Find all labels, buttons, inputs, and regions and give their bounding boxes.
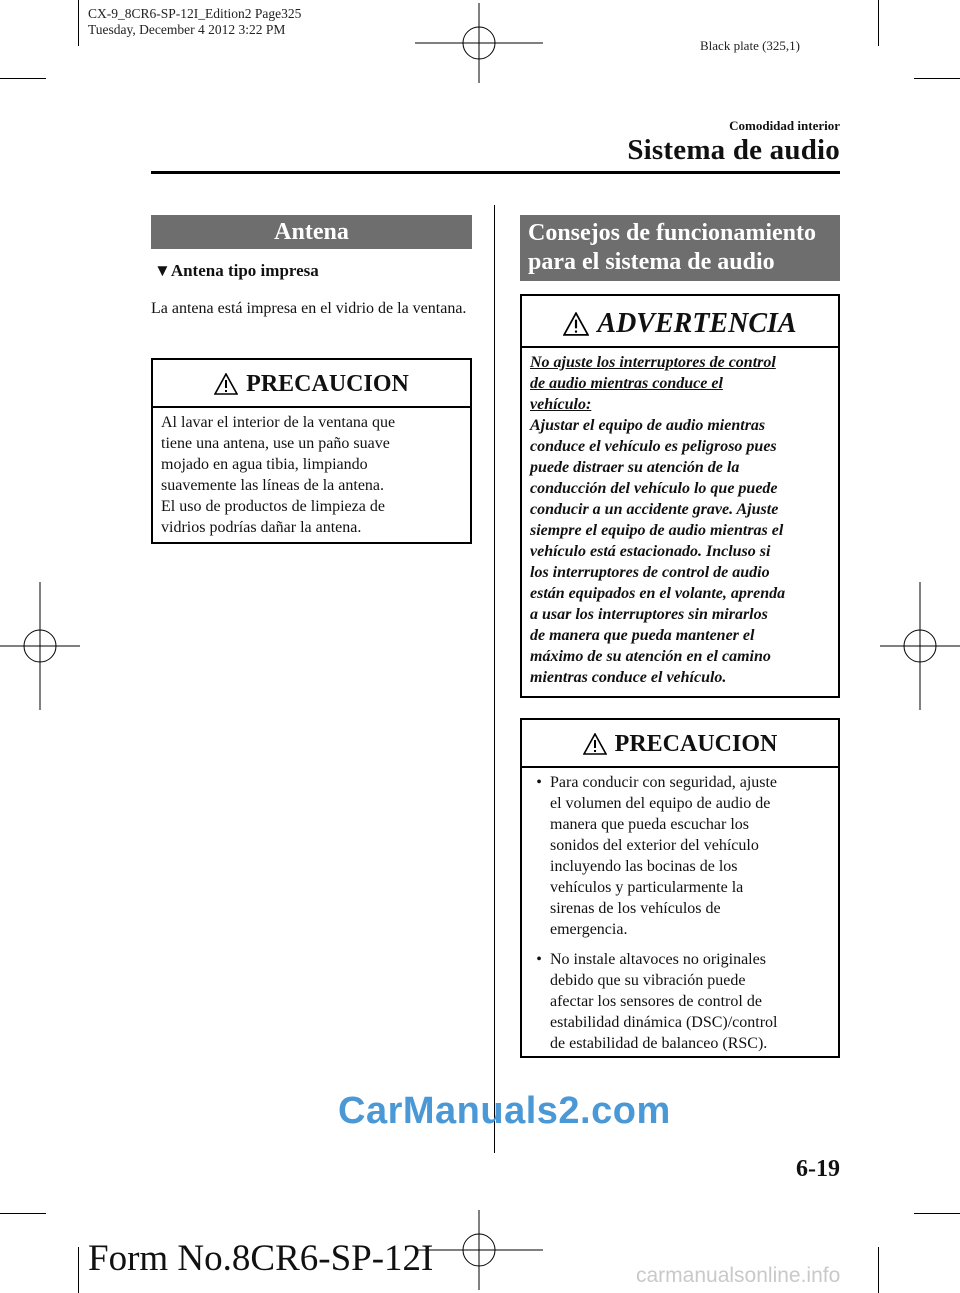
carmanuals-watermark: CarManuals2.com xyxy=(338,1090,671,1132)
bullet-line: sirenas de los vehículos de xyxy=(550,900,721,917)
caution-line: tiene una antena, use un paño suave xyxy=(161,435,390,452)
bullet-line: manera que pueda escuchar los xyxy=(550,816,750,833)
form-number: Form No.8CR6-SP-12I xyxy=(88,1238,434,1279)
antena-heading: Antena xyxy=(151,215,472,249)
warning-line: conduce el vehículo es peligroso pues xyxy=(530,438,777,455)
bullet-line: vehículos y particularmente la xyxy=(550,879,744,896)
caution-line: El uso de productos de limpieza de xyxy=(161,498,385,515)
warning-triangle-icon xyxy=(563,312,589,336)
caution-bullet-item xyxy=(528,772,832,940)
warning-line: puede distraer su atención de la xyxy=(530,459,740,476)
caution-line: vidrios podrías dañar la antena. xyxy=(161,519,362,536)
consejos-heading xyxy=(520,215,840,281)
bullet-text xyxy=(550,772,832,940)
warning-line: siempre el equipo de audio mientras el xyxy=(530,522,784,539)
warning-line: los interruptores de control de audio xyxy=(530,564,770,581)
warning-body xyxy=(530,352,832,688)
caution-body xyxy=(161,412,464,538)
registration-target-right xyxy=(880,582,960,710)
bullet-text xyxy=(550,949,832,1054)
header-rule xyxy=(151,171,840,174)
column-divider xyxy=(494,205,495,1153)
antena-caution-box xyxy=(151,358,472,544)
caution-line: Al lavar el interior de la ventana que xyxy=(161,414,396,431)
slug-line-2: Tuesday, December 4 2012 3:22 PM xyxy=(88,22,286,37)
consejos-heading-line: Consejos de funcionamiento xyxy=(528,220,817,246)
warning-lead-line: No ajuste los interruptores de control xyxy=(530,354,776,371)
section-label: Comodidad interior xyxy=(729,118,840,133)
warning-line: vehículo está estacionado. Incluso si xyxy=(530,543,771,560)
bullet-line: sonidos del exterior del vehículo xyxy=(550,837,759,854)
footer-watermark: carmanualsonline.info xyxy=(636,1264,841,1287)
warning-title: ADVERTENCIA xyxy=(522,306,838,342)
caution-line: mojado en agua tibia, limpiando xyxy=(161,456,368,473)
antena-subheading: ▼Antena tipo impresa xyxy=(154,261,319,280)
warning-line: a usar los interruptores sin mirarlos xyxy=(530,606,768,623)
warning-line: máximo de su atención en el camino xyxy=(530,648,771,665)
slug-line-1: CX-9_8CR6-SP-12I_Edition2 Page325 xyxy=(88,6,302,21)
bullet-line: afectar los sensores de control de xyxy=(550,993,762,1010)
bullet-dot-icon: • xyxy=(536,774,542,791)
box-divider xyxy=(153,406,470,408)
caution-title: PRECAUCION xyxy=(522,728,838,760)
bullet-line: de estabilidad de balanceo (RSC). xyxy=(550,1035,768,1052)
caution-line: suavemente las líneas de la antena. xyxy=(161,477,385,494)
caution-body xyxy=(528,772,832,1063)
warning-line: Ajustar el equipo de audio mientras xyxy=(530,417,766,434)
warning-line: de manera que pueda mantener el xyxy=(530,627,755,644)
bullet-line: No instale altavoces no originales xyxy=(550,951,766,968)
bullet-line: debido que su vibración puede xyxy=(550,972,746,989)
warning-line: están equipados en el volante, aprenda xyxy=(530,585,786,602)
box-divider xyxy=(522,766,838,768)
box-divider xyxy=(522,346,838,348)
plate-label: Black plate (325,1) xyxy=(700,38,800,53)
warning-line: conducir a un accidente grave. Ajuste xyxy=(530,501,779,518)
registration-target-bottom xyxy=(415,1210,543,1290)
chapter-title: Sistema de audio xyxy=(627,134,840,166)
registration-target-left xyxy=(0,582,80,710)
caution-title: PRECAUCION xyxy=(153,368,470,400)
warning-line: mientras conduce el vehículo. xyxy=(530,669,727,686)
warning-lead-line: vehículo: xyxy=(530,396,592,413)
caution-bullet-item xyxy=(528,949,832,1054)
page-number: 6-19 xyxy=(796,1156,840,1182)
triangle-bullet-icon: ▼ xyxy=(154,261,171,280)
audio-caution-box xyxy=(520,718,840,1058)
antena-body: La antena está impresa en el vidrio de la ventana. xyxy=(151,300,467,317)
bullet-line: estabilidad dinámica (DSC)/control xyxy=(550,1014,778,1031)
warning-lead-line: de audio mientras conduce el xyxy=(530,375,723,392)
registration-target-top xyxy=(415,3,543,83)
bullet-dot-icon: • xyxy=(536,951,542,968)
bullet-line: Para conducir con seguridad, ajuste xyxy=(550,774,778,791)
warning-triangle-icon xyxy=(583,733,607,755)
bullet-line: el volumen del equipo de audio de xyxy=(550,795,771,812)
consejos-heading-line: para el sistema de audio xyxy=(528,249,775,275)
bullet-line: emergencia. xyxy=(550,921,628,938)
warning-triangle-icon xyxy=(214,373,238,395)
warning-box xyxy=(520,294,840,698)
bullet-line: incluyendo las bocinas de los xyxy=(550,858,738,875)
warning-line: conducción del vehículo lo que puede xyxy=(530,480,778,497)
